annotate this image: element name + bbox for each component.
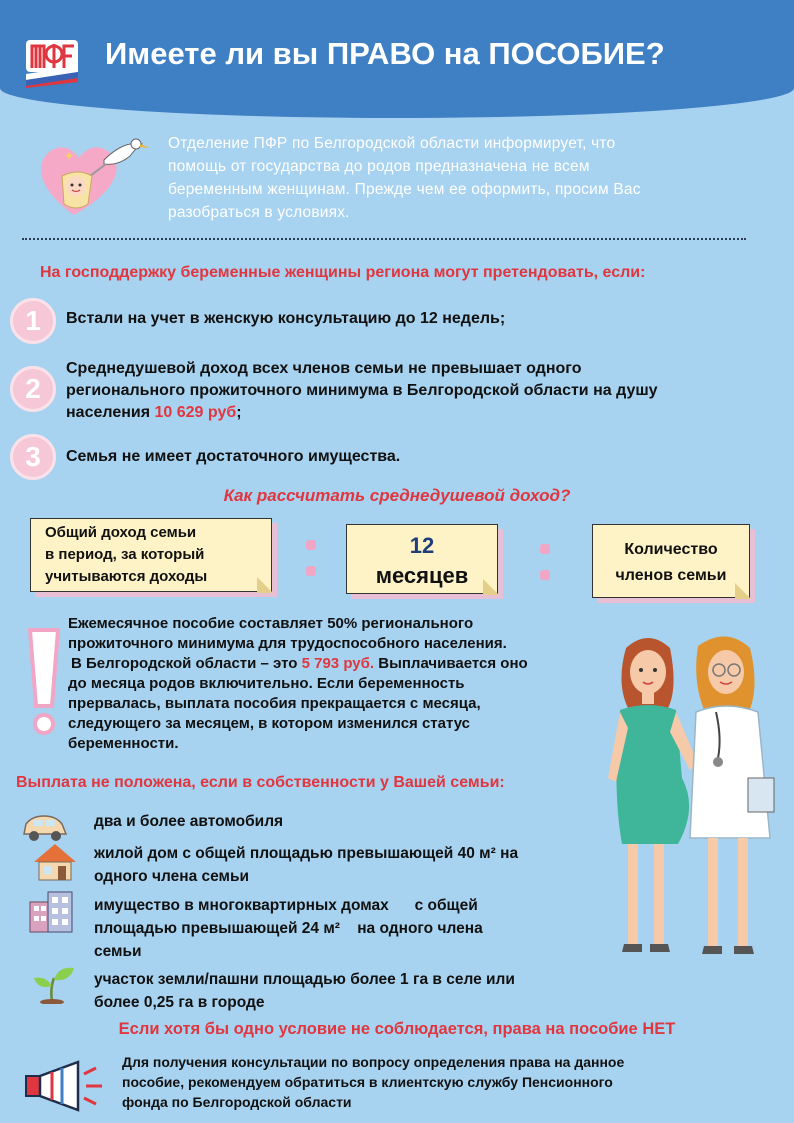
dotted-divider (22, 238, 746, 240)
page-title: Имеете ли вы ПРАВО на ПОСОБИЕ? (105, 36, 665, 71)
monthly-line: до месяца родов включительно. Если беременность (68, 675, 465, 692)
living-wage-amount: 10 629 руб (154, 404, 237, 421)
svg-text:✦: ✦ (64, 149, 75, 163)
family-members-line: Количество (624, 541, 718, 558)
months-number: 12 (409, 533, 435, 558)
monthly-line: прервалась, выплата пособия прекращается с месяца, (68, 695, 481, 712)
not-allowed-item-land (94, 968, 614, 1014)
pregnant-woman-and-doctor-illustration (598, 628, 788, 962)
not-allowed-line: одного члена семьи (94, 868, 250, 885)
monthly-allowance-text (68, 614, 628, 754)
not-allowed-item-car (94, 810, 594, 833)
not-allowed-line: более 0,25 га в городе (94, 994, 265, 1011)
months-note (346, 524, 498, 594)
condition-number-1: 1 (10, 298, 56, 344)
conditions-heading: На господдержку беременные женщины региона могут претендовать, если: (40, 264, 646, 281)
divide-sign-dot (306, 566, 316, 576)
note-fold (257, 577, 273, 593)
intro-paragraph (168, 132, 748, 224)
megaphone-icon (22, 1058, 110, 1114)
total-income-line: Общий доход семьи (45, 524, 197, 541)
not-allowed-line: два и более автомобиля (94, 813, 284, 830)
divide-sign-dot (306, 540, 316, 550)
monthly-line: Ежемесячное пособие составляет 50% регионального (68, 615, 474, 632)
intro-line: помощь от государства до родов предназначена не всем (168, 158, 590, 175)
family-members-line: членов семьи (615, 567, 727, 584)
divide-sign-dot (540, 544, 550, 554)
not-allowed-line: площадью превышающей 24 м² на одного члена (94, 920, 483, 937)
note-fold (735, 583, 751, 599)
not-allowed-line: семьи (94, 943, 142, 960)
divide-sign-dot (540, 570, 550, 580)
pfr-logo-icon (24, 36, 80, 88)
intro-line: беременным женщинам. Прежде чем ее оформить, просим Вас (168, 181, 641, 198)
total-income-note (30, 518, 272, 592)
not-allowed-heading: Выплата не положена, если в собственности у Вашей семьи: (16, 774, 505, 791)
condition-2-line (66, 402, 756, 424)
monthly-line (68, 654, 628, 674)
condition-number-2: 2 (10, 366, 56, 412)
condition-1-text: Встали на учет в женскую консультацию до 12 недель; (66, 310, 506, 327)
consultation-footer (122, 1052, 742, 1112)
stork-baby-illustration (34, 130, 150, 220)
total-income-line: учитываются доходы (45, 568, 208, 585)
total-income-line: в период, за который (45, 546, 205, 563)
monthly-line: прожиточного минимума для трудоспособного населения. (68, 635, 507, 652)
sprout-icon (30, 964, 80, 1004)
intro-line: Отделение ПФР по Белгородской области информирует, что (168, 135, 616, 152)
condition-3-text: Семья не имеет достаточного имущества. (66, 448, 401, 465)
footer-line: Для получения консультации по вопросу определения права на данное (122, 1054, 625, 1070)
monthly-line3-prefix: В Белгородской области – это (71, 655, 302, 672)
monthly-line: следующего за месяцем, в котором изменился статус (68, 715, 471, 732)
note-fold (483, 579, 499, 595)
intro-line: разобраться в условиях. (168, 204, 350, 221)
condition-2-prefix: населения (66, 404, 155, 421)
car-icon (20, 806, 70, 846)
family-members-note (592, 524, 750, 598)
not-allowed-item-apartment (94, 894, 584, 963)
no-right-warning: Если хотя бы одно условие не соблюдается, права на пособие НЕТ (118, 1020, 676, 1038)
condition-2-text (66, 358, 756, 424)
exclamation-icon (26, 626, 62, 736)
calc-heading: Как рассчитать среднедушевой доход? (223, 486, 571, 505)
allowance-amount: 5 793 руб. (301, 655, 375, 672)
not-allowed-line: участок земли/пашни площадью более 1 га в селе или (94, 971, 515, 988)
months-word: месяцев (375, 563, 469, 588)
not-allowed-item-house (94, 842, 594, 888)
condition-2-suffix: ; (236, 404, 242, 421)
not-allowed-line: жилой дом с общей площадью превышающей 40 м² на (94, 845, 519, 862)
house-icon (30, 842, 80, 882)
monthly-line3-suffix: Выплачивается оно (374, 655, 528, 672)
condition-2-line: регионального прожиточного минимума в Белгородской области на душу (66, 382, 658, 399)
condition-2-line: Среднедушевой доход всех членов семьи не превышает одного (66, 360, 582, 377)
monthly-line: беременности. (68, 735, 179, 752)
footer-line: фонда по Белгородской области (122, 1094, 352, 1110)
condition-number-3: 3 (10, 434, 56, 480)
footer-line: пособие, рекомендуем обратиться в клиентскую службу Пенсионного (122, 1074, 613, 1090)
not-allowed-line: имущество в многоквартирных домах с общей (94, 897, 478, 914)
apartment-building-icon (26, 888, 76, 934)
